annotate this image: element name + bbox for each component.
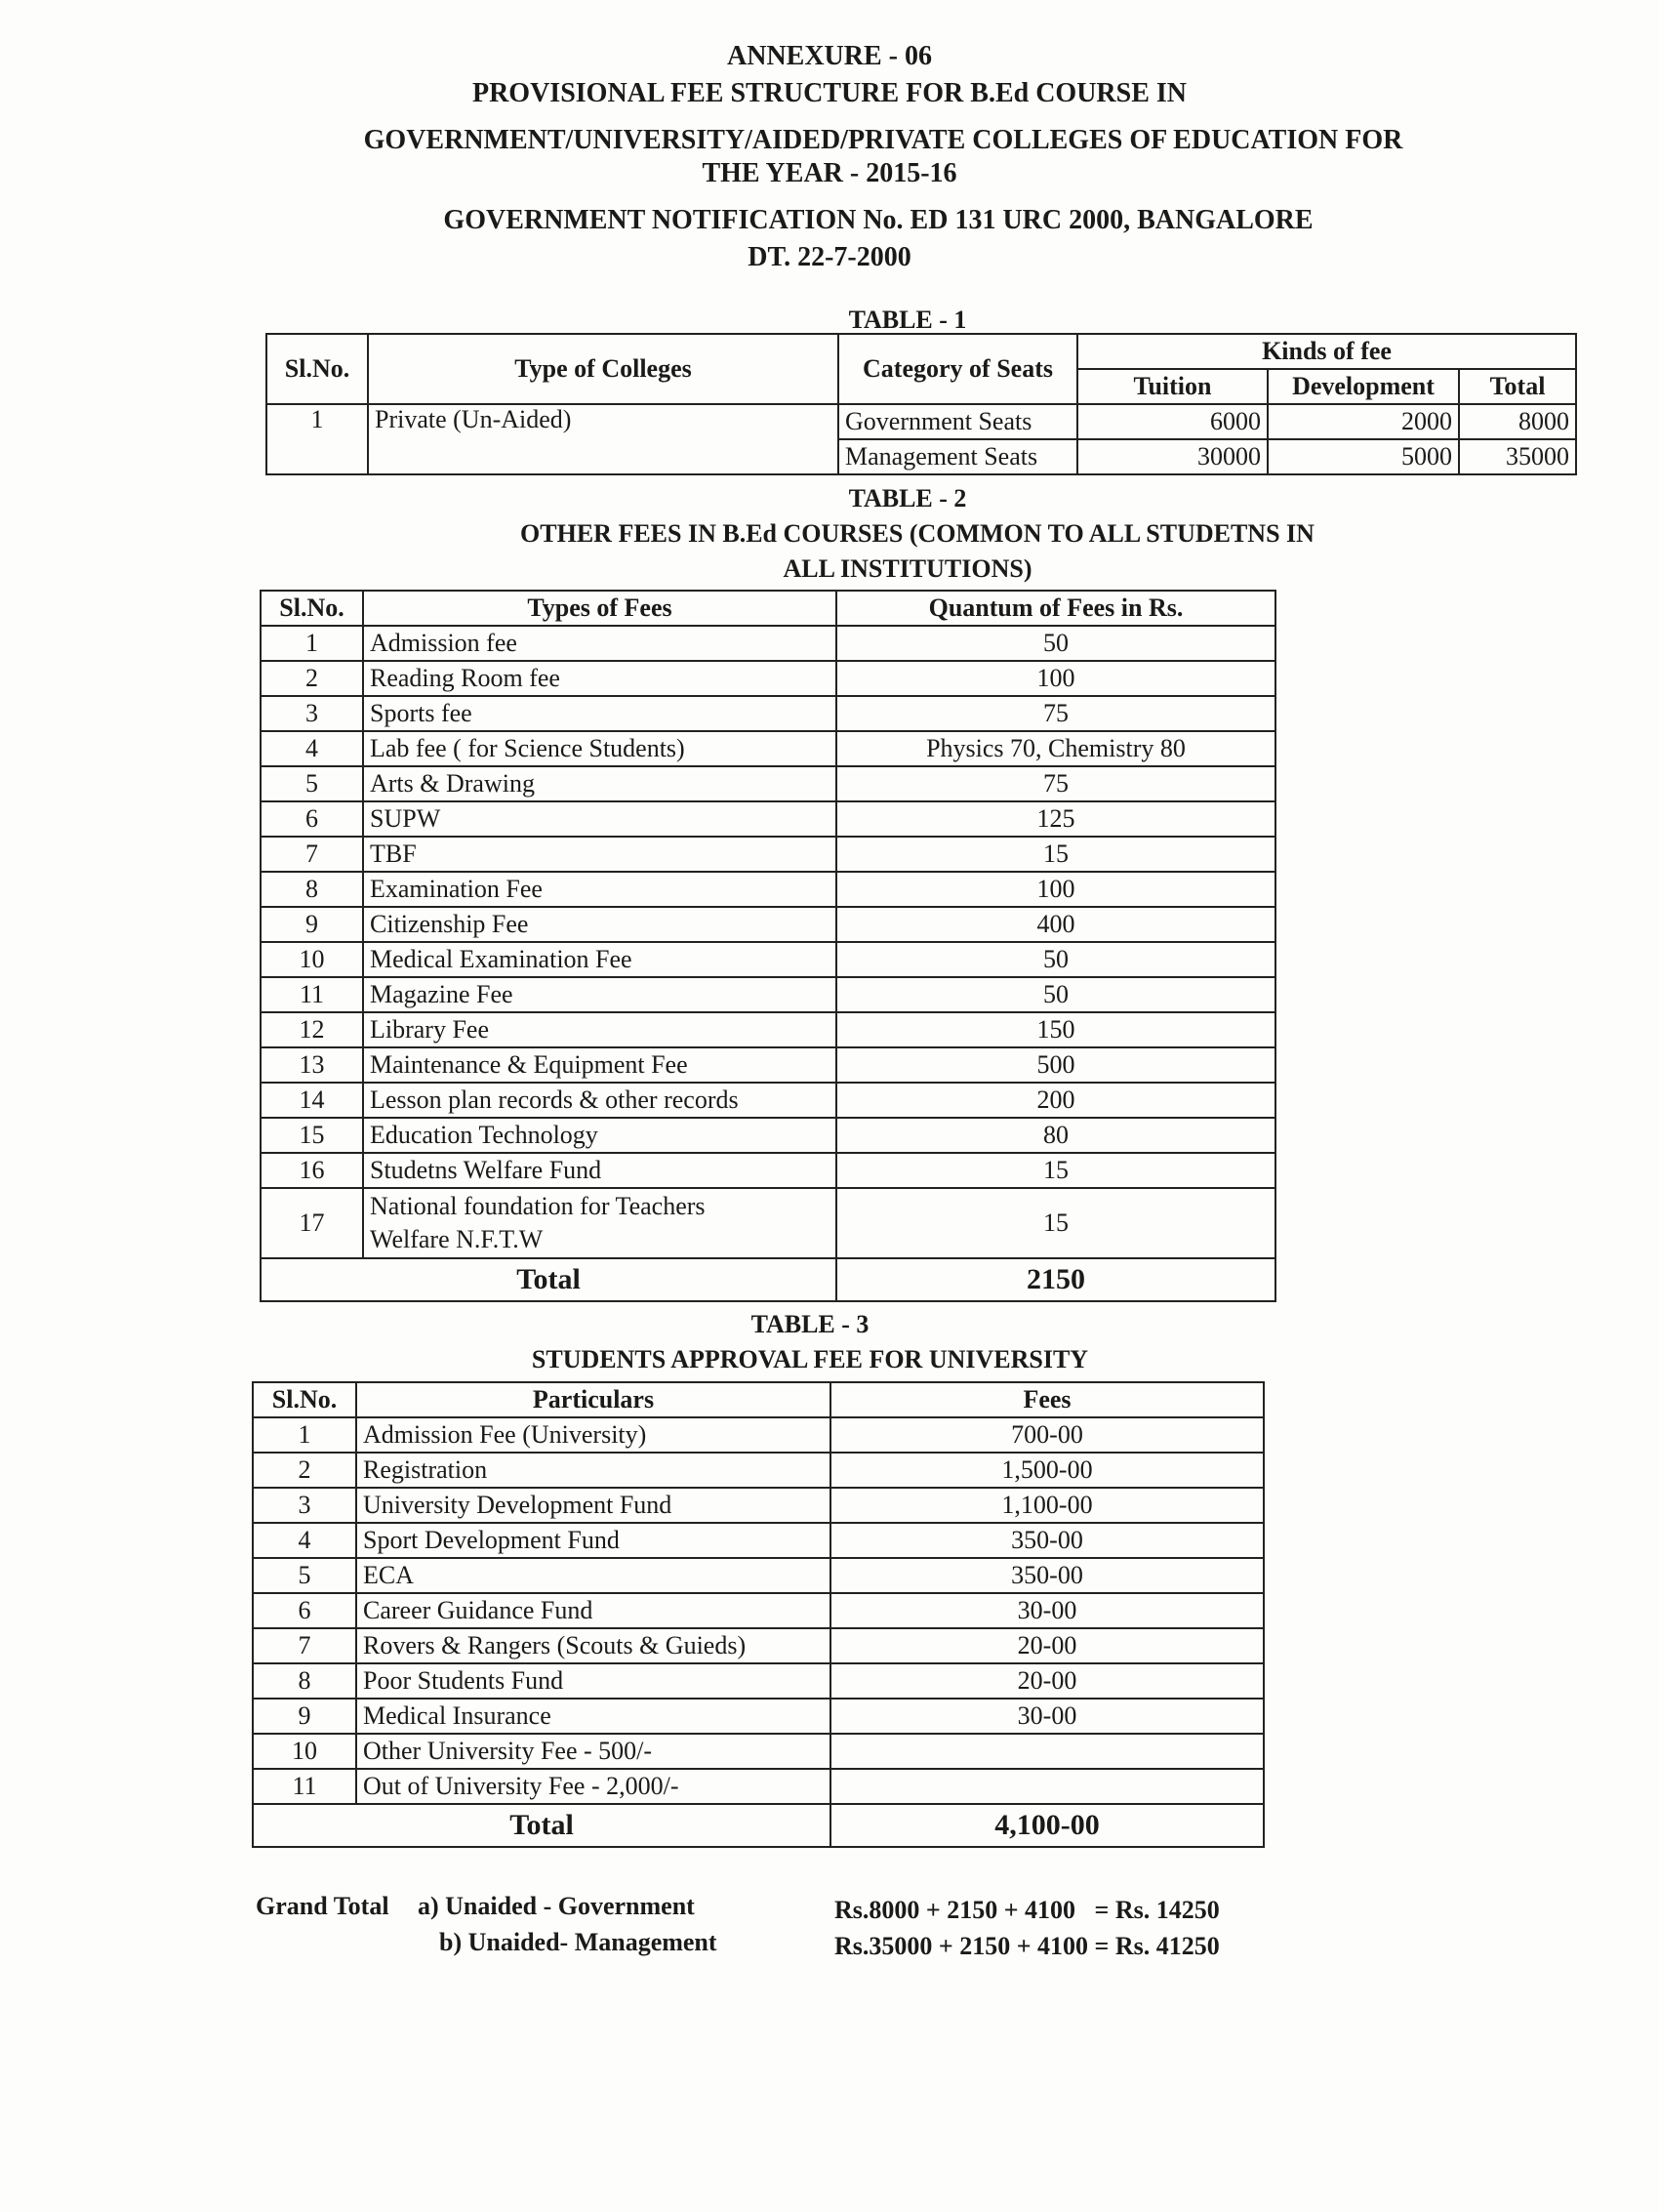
table2-slno: 4 xyxy=(261,731,363,766)
t1-category: Government Seats xyxy=(838,404,1077,439)
grand-total-label: Grand Total xyxy=(256,1892,389,1920)
table-row xyxy=(261,942,1275,977)
table3-fee-amount: 700-00 xyxy=(830,1417,1264,1453)
t3-total-row xyxy=(253,1804,1264,1847)
table3-slno: 5 xyxy=(253,1558,356,1593)
table2-fee-amount: 50 xyxy=(836,626,1275,661)
t1-category: Management Seats xyxy=(838,439,1077,474)
table2-fee-amount: 100 xyxy=(836,661,1275,696)
t2-total-value: 2150 xyxy=(836,1258,1275,1301)
t2-fee-name xyxy=(363,1188,836,1258)
table2-slno: 9 xyxy=(261,907,363,942)
t2-header-quantum: Quantum of Fees in Rs. xyxy=(836,591,1275,626)
t1-header-slno: Sl.No. xyxy=(266,334,368,404)
table2-slno: 2 xyxy=(261,661,363,696)
table2-slno: 11 xyxy=(261,977,363,1012)
grand-total-a-label: a) Unaided - Government xyxy=(418,1892,695,1920)
table-row xyxy=(261,696,1275,731)
table-row xyxy=(261,1188,1275,1258)
table3-fee-name: Sport Development Fund xyxy=(356,1523,830,1558)
table3-fee-name: Poor Students Fund xyxy=(356,1663,830,1699)
t1-header-type: Type of Colleges xyxy=(368,334,838,404)
t1-header-development: Development xyxy=(1268,369,1459,404)
t2-fee-name-line2: Welfare N.F.T.W xyxy=(370,1225,544,1253)
t3-total-value: 4,100-00 xyxy=(830,1804,1264,1847)
table3-caption: TABLE - 3 xyxy=(750,1310,870,1338)
grand-total-b-value: Rs.35000 + 2150 + 4100 = Rs. 41250 xyxy=(834,1932,1220,1960)
table3-fee-amount: 350-00 xyxy=(830,1558,1264,1593)
table3-slno: 11 xyxy=(253,1769,356,1804)
t1-tuition: 30000 xyxy=(1077,439,1268,474)
colleges-title: GOVERNMENT/UNIVERSITY/AIDED/PRIVATE COLLEGES OF EDUCATION FOR xyxy=(363,125,1403,155)
table1-caption: TABLE - 1 xyxy=(848,306,967,334)
grand-total-a-value: Rs.8000 + 2150 + 4100 = Rs. 14250 xyxy=(834,1896,1220,1924)
table3-slno: 3 xyxy=(253,1488,356,1523)
table2-fee-amount: 15 xyxy=(836,837,1275,872)
table3-fee-amount xyxy=(830,1769,1264,1804)
table3-fee-name: Career Guidance Fund xyxy=(356,1593,830,1628)
table-row xyxy=(253,1699,1264,1734)
table3-fee-amount: 20-00 xyxy=(830,1663,1264,1699)
t2-slno: 17 xyxy=(261,1188,363,1258)
t1-header-tuition: Tuition xyxy=(1077,369,1268,404)
table2-fee-name: Lesson plan records & other records xyxy=(363,1083,836,1118)
table2-slno: 6 xyxy=(261,801,363,837)
table2-fee-amount: 50 xyxy=(836,942,1275,977)
t1-development: 5000 xyxy=(1268,439,1459,474)
table3-slno: 2 xyxy=(253,1453,356,1488)
grand-total-b-label: b) Unaided- Management xyxy=(439,1928,717,1956)
table-row xyxy=(253,1734,1264,1769)
fee-structure-title: PROVISIONAL FEE STRUCTURE FOR B.Ed COURSE IN xyxy=(471,78,1188,108)
table-row xyxy=(261,1047,1275,1083)
t1-tuition: 6000 xyxy=(1077,404,1268,439)
table2-slno: 1 xyxy=(261,626,363,661)
table3-fee-name: ECA xyxy=(356,1558,830,1593)
table-row xyxy=(261,907,1275,942)
t1-total: 35000 xyxy=(1459,439,1576,474)
table3-fee-amount: 1,500-00 xyxy=(830,1453,1264,1488)
t2-total-label: Total xyxy=(261,1258,836,1301)
table3-fee-name: Medical Insurance xyxy=(356,1699,830,1734)
table2-slno: 7 xyxy=(261,837,363,872)
table1 xyxy=(265,333,1577,475)
t2-header-type: Types of Fees xyxy=(363,591,836,626)
table2-slno: 3 xyxy=(261,696,363,731)
table2-fee-name: Examination Fee xyxy=(363,872,836,907)
table-row xyxy=(253,1663,1264,1699)
t1-header-category: Category of Seats xyxy=(838,334,1077,404)
table2-fee-name: Education Technology xyxy=(363,1118,836,1153)
table-row xyxy=(261,626,1275,661)
table2-slno: 8 xyxy=(261,872,363,907)
table2-fee-name: Reading Room fee xyxy=(363,661,836,696)
table3-fee-amount: 350-00 xyxy=(830,1523,1264,1558)
table3-fee-name: University Development Fund xyxy=(356,1488,830,1523)
t3-total-label: Total xyxy=(253,1804,830,1847)
table3-fee-amount: 1,100-00 xyxy=(830,1488,1264,1523)
table2-slno: 5 xyxy=(261,766,363,801)
table2 xyxy=(260,590,1276,1302)
table-row xyxy=(261,1153,1275,1188)
table3-fee-amount: 30-00 xyxy=(830,1593,1264,1628)
table2-slno: 12 xyxy=(261,1012,363,1047)
t1-header-kinds: Kinds of fee xyxy=(1077,334,1576,369)
table2-fee-name: Admission fee xyxy=(363,626,836,661)
table-row xyxy=(253,1558,1264,1593)
t3-header-fees: Fees xyxy=(830,1382,1264,1417)
t3-header-slno: Sl.No. xyxy=(253,1382,356,1417)
table3-slno: 4 xyxy=(253,1523,356,1558)
table3-slno: 9 xyxy=(253,1699,356,1734)
table-row xyxy=(261,872,1275,907)
t2-total-row xyxy=(261,1258,1275,1301)
t3-header-particulars: Particulars xyxy=(356,1382,830,1417)
table2-fee-amount: 15 xyxy=(836,1153,1275,1188)
table3-title: STUDENTS APPROVAL FEE FOR UNIVERSITY xyxy=(531,1345,1089,1373)
t2-fee-amount: 15 xyxy=(836,1188,1275,1258)
table3-fee-name: Rovers & Rangers (Scouts & Guieds) xyxy=(356,1628,830,1663)
table2-fee-name: SUPW xyxy=(363,801,836,837)
table2-title: OTHER FEES IN B.Ed COURSES (COMMON TO ALL STUDETNS IN xyxy=(520,519,1315,548)
table3-fee-name: Out of University Fee - 2,000/- xyxy=(356,1769,830,1804)
table-row xyxy=(261,1118,1275,1153)
t1-college-type: Private (Un-Aided) xyxy=(368,404,838,474)
table-row xyxy=(253,1628,1264,1663)
table-row xyxy=(261,661,1275,696)
year-title: THE YEAR - 2015-16 xyxy=(702,158,957,188)
table-row xyxy=(261,731,1275,766)
table-row xyxy=(253,1593,1264,1628)
table-row xyxy=(261,1012,1275,1047)
table2-fee-name: Sports fee xyxy=(363,696,836,731)
table3-slno: 10 xyxy=(253,1734,356,1769)
table3-fee-amount: 30-00 xyxy=(830,1699,1264,1734)
table3-fee-amount xyxy=(830,1734,1264,1769)
table3-fee-name: Registration xyxy=(356,1453,830,1488)
table3-slno: 8 xyxy=(253,1663,356,1699)
table-row xyxy=(253,1523,1264,1558)
t1-total: 8000 xyxy=(1459,404,1576,439)
table3-slno: 7 xyxy=(253,1628,356,1663)
table-row xyxy=(261,837,1275,872)
table-row xyxy=(261,1083,1275,1118)
table3-fee-amount: 20-00 xyxy=(830,1628,1264,1663)
table-row xyxy=(253,1769,1264,1804)
table2-fee-amount: 75 xyxy=(836,766,1275,801)
table2-fee-amount: 150 xyxy=(836,1012,1275,1047)
table2-slno: 10 xyxy=(261,942,363,977)
t1-header-total: Total xyxy=(1459,369,1576,404)
t1-slno: 1 xyxy=(266,404,368,474)
table2-fee-name: Citizenship Fee xyxy=(363,907,836,942)
table3-fee-name: Other University Fee - 500/- xyxy=(356,1734,830,1769)
table-row xyxy=(261,766,1275,801)
table2-slno: 15 xyxy=(261,1118,363,1153)
notification-date: DT. 22-7-2000 xyxy=(748,242,911,272)
table2-fee-name: Studetns Welfare Fund xyxy=(363,1153,836,1188)
table2-fee-name: Magazine Fee xyxy=(363,977,836,1012)
table2-fee-amount: 100 xyxy=(836,872,1275,907)
annexure-title: ANNEXURE - 06 xyxy=(727,41,932,71)
table-row xyxy=(266,404,1576,439)
table2-title-cont: ALL INSTITUTIONS) xyxy=(783,554,1032,583)
table-row xyxy=(253,1488,1264,1523)
table2-fee-amount: 125 xyxy=(836,801,1275,837)
table-row xyxy=(261,801,1275,837)
table2-caption: TABLE - 2 xyxy=(848,484,967,512)
table3-slno: 6 xyxy=(253,1593,356,1628)
table2-slno: 16 xyxy=(261,1153,363,1188)
table2-fee-name: Maintenance & Equipment Fee xyxy=(363,1047,836,1083)
table2-fee-amount: 80 xyxy=(836,1118,1275,1153)
table-row xyxy=(253,1453,1264,1488)
t1-development: 2000 xyxy=(1268,404,1459,439)
table2-fee-name: Medical Examination Fee xyxy=(363,942,836,977)
table2-fee-amount: 200 xyxy=(836,1083,1275,1118)
table2-fee-name: TBF xyxy=(363,837,836,872)
notification-title: GOVERNMENT NOTIFICATION No. ED 131 URC 2000, BANGALORE xyxy=(443,205,1314,235)
table3-slno: 1 xyxy=(253,1417,356,1453)
table2-fee-amount: 75 xyxy=(836,696,1275,731)
table2-fee-amount: 500 xyxy=(836,1047,1275,1083)
table2-fee-name: Arts & Drawing xyxy=(363,766,836,801)
table3-fee-name: Admission Fee (University) xyxy=(356,1417,830,1453)
t2-header-slno: Sl.No. xyxy=(261,591,363,626)
table2-fee-name: Library Fee xyxy=(363,1012,836,1047)
table-row xyxy=(253,1417,1264,1453)
table2-fee-name: Lab fee ( for Science Students) xyxy=(363,731,836,766)
table2-fee-amount: Physics 70, Chemistry 80 xyxy=(836,731,1275,766)
table2-fee-amount: 50 xyxy=(836,977,1275,1012)
table2-slno: 14 xyxy=(261,1083,363,1118)
table3 xyxy=(252,1381,1265,1848)
table-row xyxy=(261,977,1275,1012)
table2-slno: 13 xyxy=(261,1047,363,1083)
table2-fee-amount: 400 xyxy=(836,907,1275,942)
t2-fee-name-line1: National foundation for Teachers xyxy=(370,1192,706,1220)
